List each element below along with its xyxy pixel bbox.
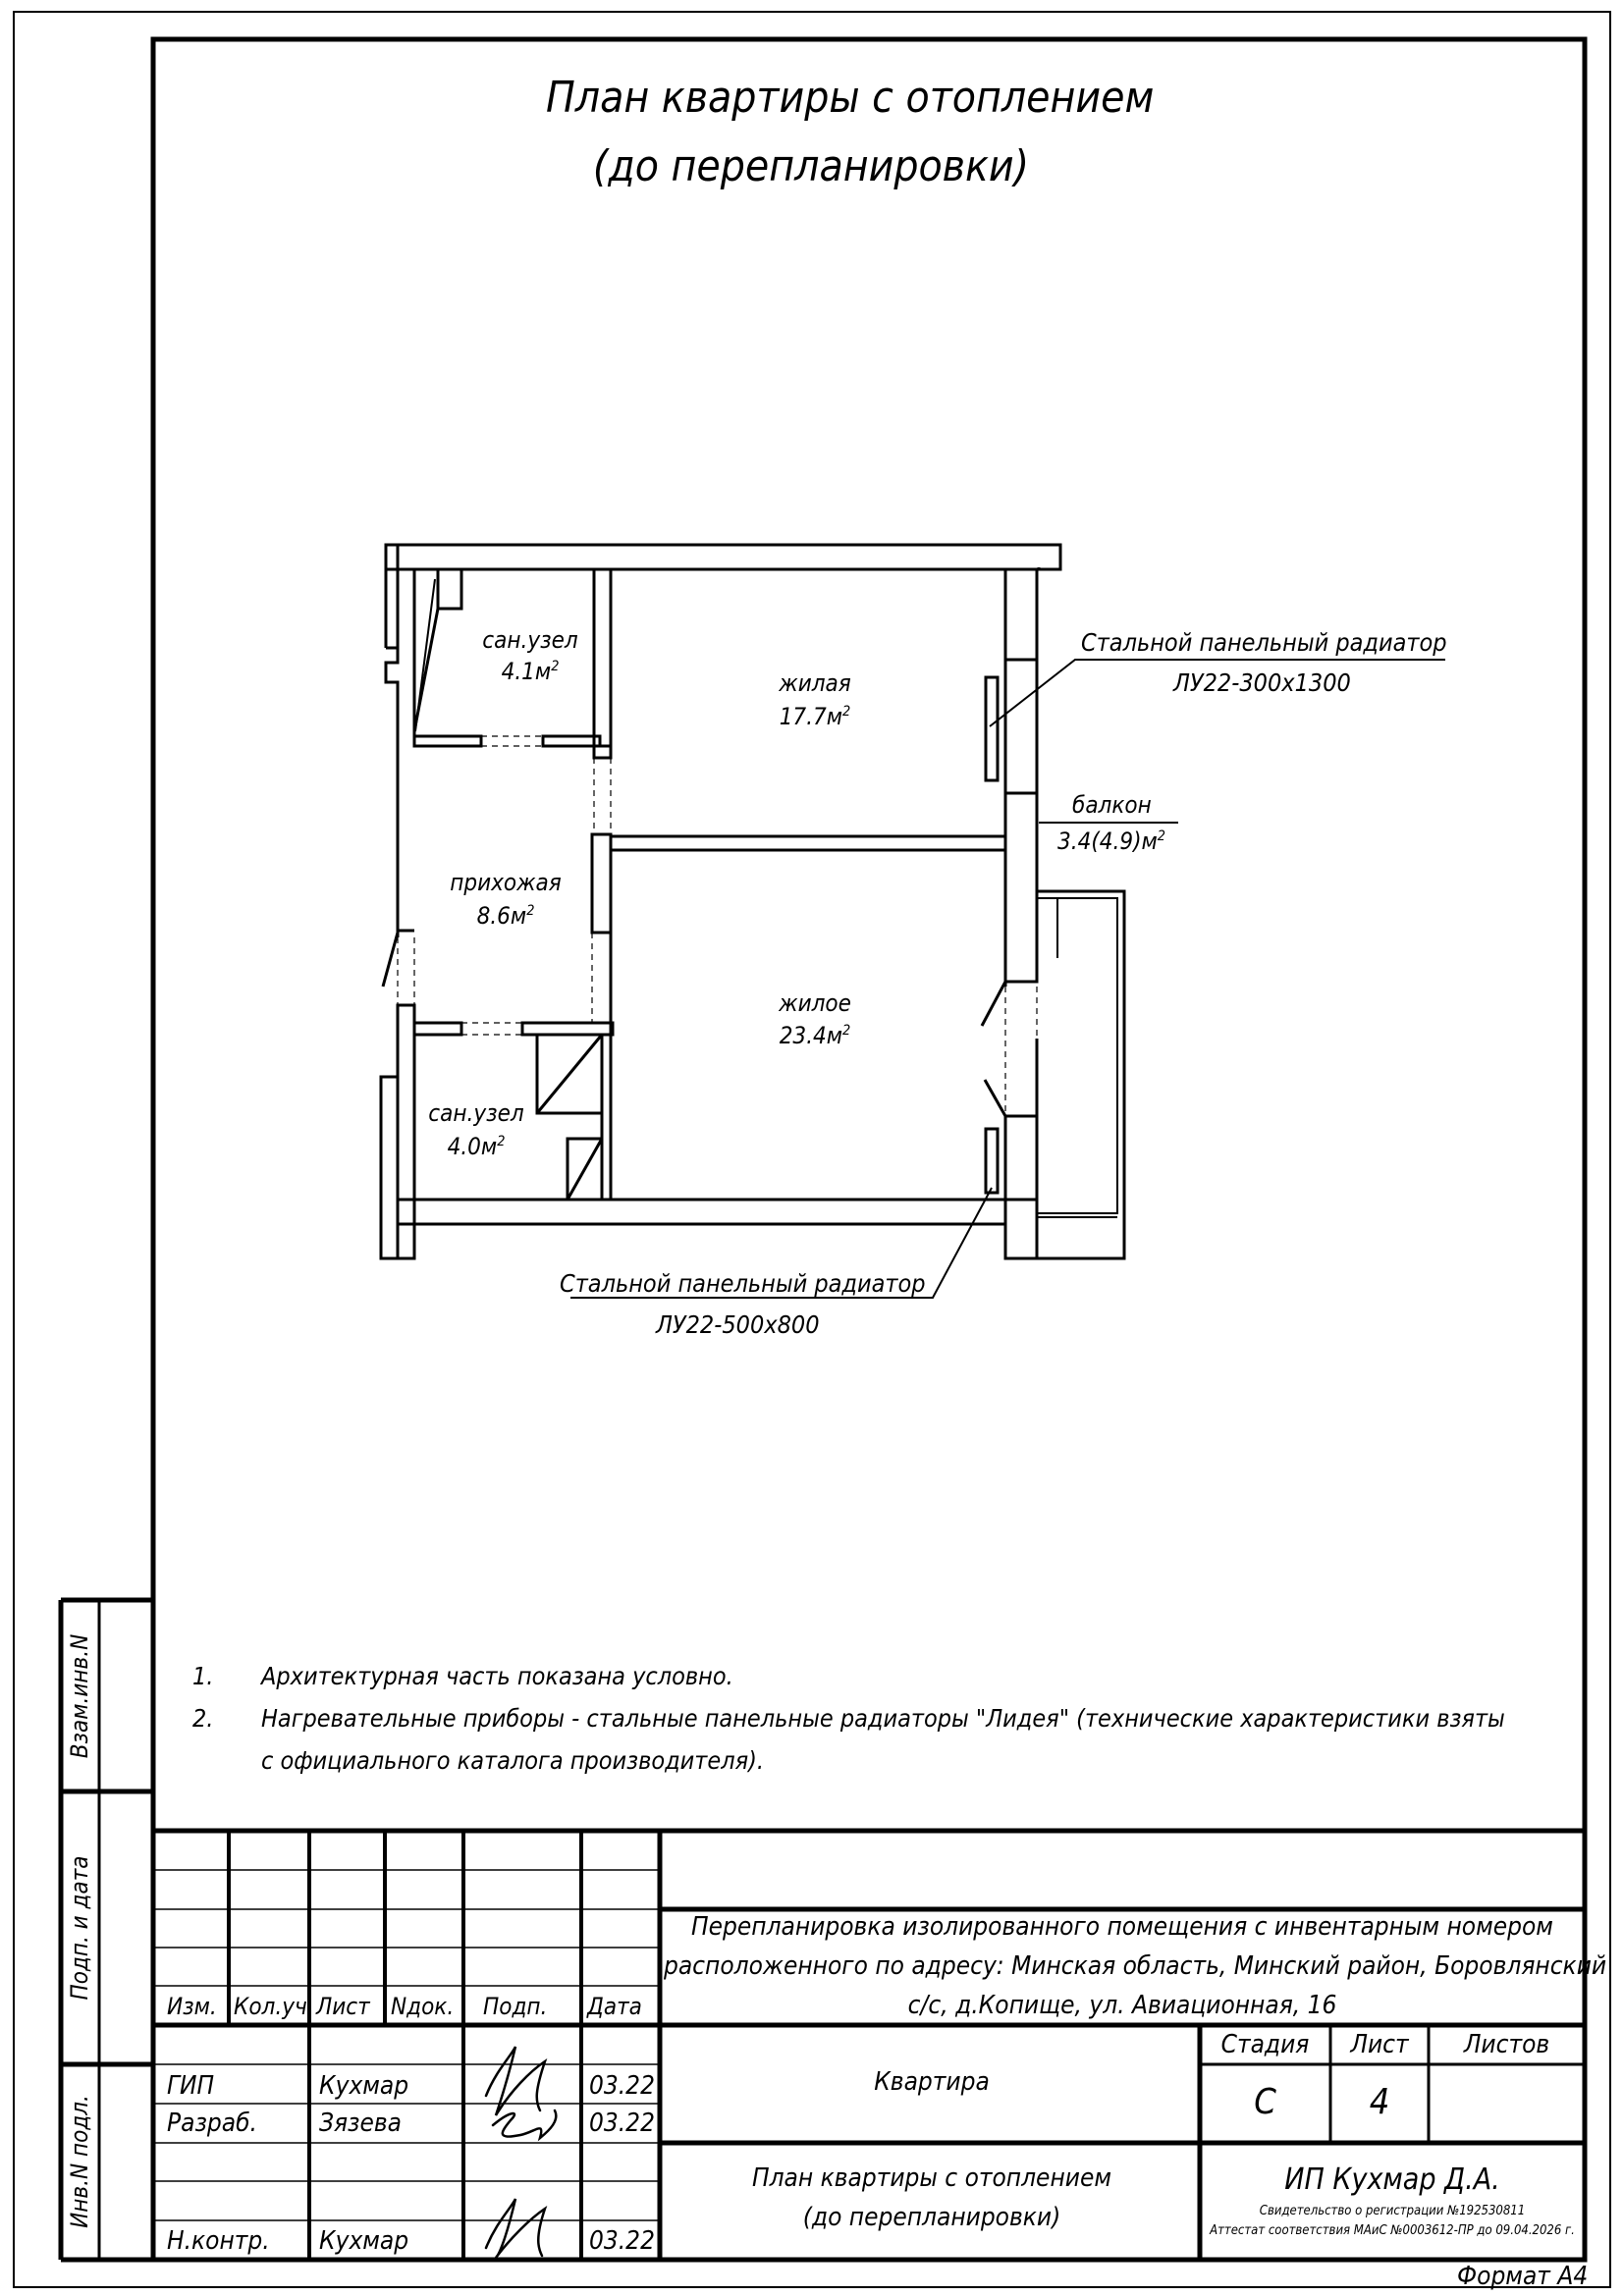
room-bathroom-top-area [461, 660, 599, 683]
page-subtitle: (до перепланировки) [592, 141, 1030, 191]
project-line-3: с/с, д.Копище, ул. Авиационная, 16 [907, 1991, 1337, 2020]
stamp-row-name: Кухмар [319, 2071, 409, 2101]
area-sup: 2 [497, 1134, 506, 1149]
room-hall-area-value: 8.6м [476, 902, 527, 930]
sheet-header: Лист [1350, 2030, 1409, 2059]
stamp-header-kol: Кол.уч. [234, 1993, 314, 2020]
stamp-row-name: Кухмар [319, 2226, 409, 2256]
sheet-value: 4 [1369, 2082, 1390, 2122]
note-1-number: 1. [192, 1662, 214, 1690]
side-stamp-podp: Подп. и дата [66, 1855, 93, 2001]
radiator-bottom-label: Стальной панельный радиатор [560, 1269, 926, 1298]
stamp-row-date: 03.22 [589, 2109, 655, 2138]
stamp-header-izm: Изм. [167, 1993, 217, 2020]
sheet-title-1: План квартиры с отоплением [752, 2163, 1111, 2193]
project-line-2: расположенного по адресу: Минская область, Минский район, Боровлянский [664, 1951, 1607, 1981]
balcony-area-value: 3.4(4.9)м [1057, 828, 1158, 855]
room-bathroom-top-name: сан.узел [482, 626, 578, 654]
area-sup: 2 [842, 704, 851, 720]
room-living-bottom-area-value: 23.4м [779, 1022, 843, 1049]
stamp-header-podp: Подп. [483, 1993, 548, 2020]
area-sup: 2 [551, 659, 560, 674]
stamp-header-ndok: Nдок. [391, 1993, 455, 2020]
stamp-row-name: Зязева [319, 2109, 403, 2138]
stamp-row-date: 03.22 [589, 2071, 655, 2101]
stamp-row-role: Разраб. [167, 2109, 257, 2138]
stamp-row-date: 03.22 [589, 2226, 655, 2256]
sheet-title-2: (до перепланировки) [802, 2203, 1061, 2232]
area-sup: 2 [526, 903, 535, 919]
company-name: ИП Кухмар Д.А. [1284, 2163, 1500, 2197]
room-bathroom-bottom-area-value: 4.0м [447, 1133, 498, 1160]
wall-left-upper [386, 545, 414, 931]
stamp-row-role: ГИП [167, 2071, 215, 2101]
side-stamp-inv: Инв.N подл. [66, 2095, 93, 2228]
page-title: План квартиры с отоплением [546, 73, 1155, 123]
stage-value: С [1254, 2082, 1276, 2122]
balcony-area [1057, 829, 1165, 853]
page-border [14, 12, 1610, 2291]
project-line-1: Перепланировка изолированного помещения с инвентарным номером [691, 1912, 1553, 1942]
room-bathroom-top-area-value: 4.1м [501, 658, 552, 685]
company-reg-1: Свидетельство о регистрации №192530811 [1259, 2204, 1526, 2218]
radiator-bottom-model: ЛУ22-500х800 [656, 1310, 820, 1339]
side-stamp-vzam: Взам.инв.N [66, 1633, 93, 1759]
room-living-top-area [746, 705, 884, 728]
note-1-text: Архитектурная часть показана условно. [261, 1662, 733, 1690]
room-bathroom-bottom-area [412, 1135, 540, 1158]
stamp-row-role: Н.контр. [167, 2226, 270, 2256]
room-hall-name: прихожая [450, 869, 562, 896]
stamp-header-data: Дата [587, 1993, 642, 2020]
area-sup: 2 [842, 1023, 851, 1039]
signatures [486, 2047, 556, 2258]
leader-lines [570, 660, 1445, 1298]
sheets-header: Листов [1463, 2030, 1550, 2059]
paper-format: Формат А4 [1457, 2262, 1589, 2291]
company-reg-2: Аттестат соответствия МАиС №0003612-ПР до 09.04.2026 г. [1210, 2223, 1575, 2238]
room-living-bottom-area [746, 1024, 884, 1047]
room-living-bottom-name: жилое [779, 989, 851, 1017]
room-living-top-name: жилая [779, 669, 851, 697]
note-2-text: Нагревательные приборы - стальные панельные радиаторы "Лидея" (технические характеристики взяты [261, 1704, 1505, 1733]
room-living-top-area-value: 17.7м [779, 703, 843, 730]
room-hall-area [432, 904, 579, 928]
radiator-top-label: Стальной панельный радиатор [1081, 628, 1447, 657]
radiator-top-model: ЛУ22-300х1300 [1173, 668, 1351, 697]
area-sup: 2 [1157, 828, 1166, 844]
note-2-number: 2. [192, 1704, 214, 1733]
object-name: Квартира [874, 2067, 990, 2097]
stage-header: Стадия [1220, 2030, 1310, 2059]
stamp-header-list: Лист [316, 1993, 370, 2020]
note-3-text: с официального каталога производителя). [261, 1746, 765, 1775]
balcony-name: балкон [1072, 791, 1152, 819]
room-bathroom-bottom-name: сан.узел [428, 1099, 524, 1127]
